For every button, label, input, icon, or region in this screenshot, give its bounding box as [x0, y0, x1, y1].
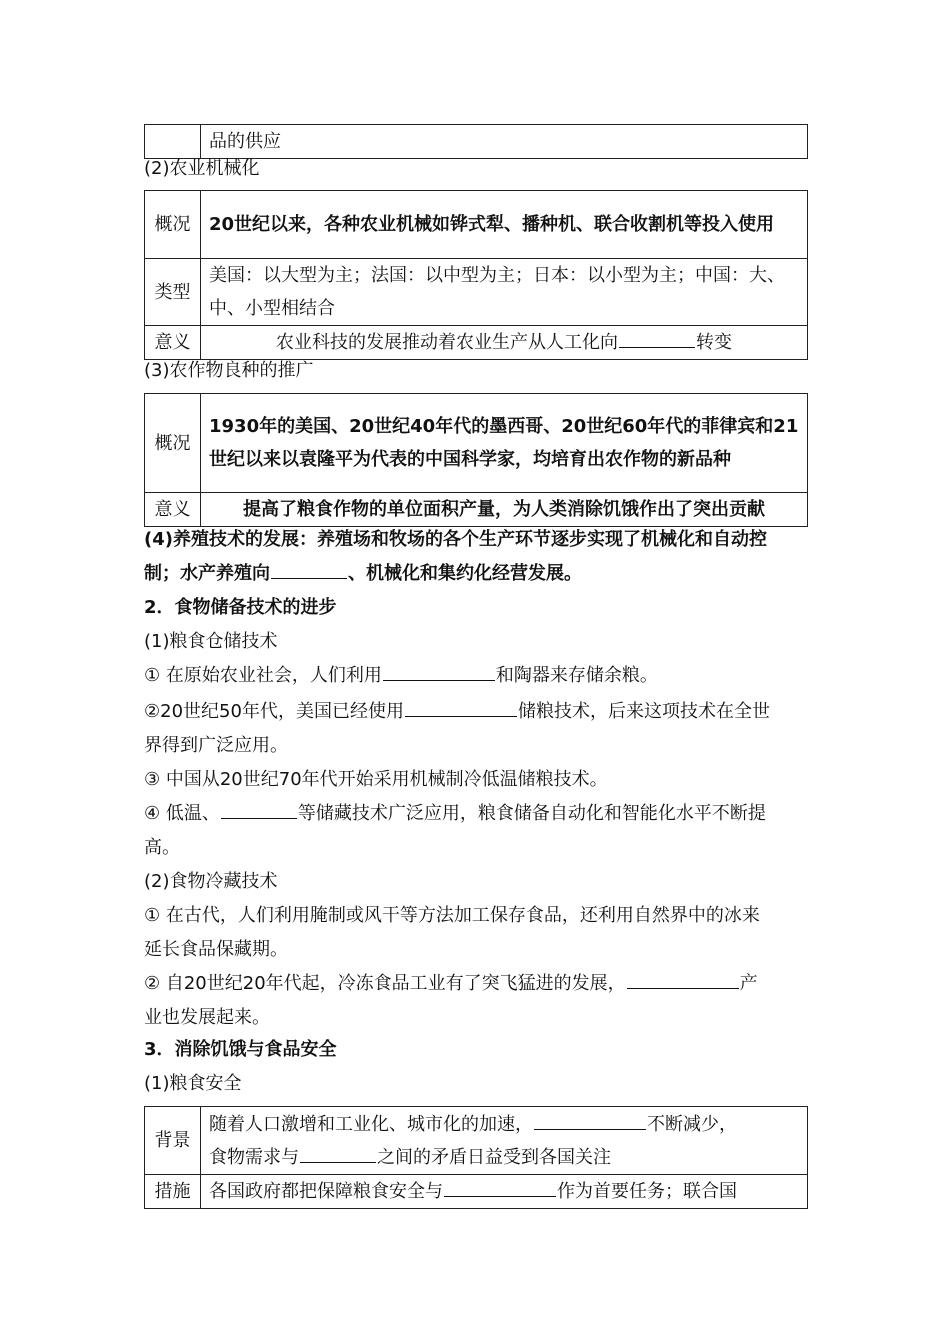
- grain-item-4-pre: ④ 低温、: [144, 803, 220, 824]
- cold-item-2-line2: 业也发展起来。: [144, 1007, 270, 1028]
- measures-post: 作为首要任务；联合国: [557, 1181, 737, 1202]
- cold-storage-heading: (2)食物冷藏技术: [144, 871, 278, 892]
- measures-pre: 各国政府都把保障粮食安全与: [209, 1181, 443, 1202]
- fill-blank: [619, 329, 695, 348]
- grain-item-1-pre: ① 在原始农业社会，人们利用: [144, 665, 382, 686]
- cold-item-2-post: 产: [739, 973, 758, 994]
- background-cell: [201, 1107, 808, 1175]
- grain-storage-heading: (1)粮食仓储技术: [144, 631, 278, 652]
- fill-blank: [300, 1144, 376, 1163]
- background-line2-post: 之间的矛盾日益受到各国关注: [377, 1146, 611, 1168]
- cold-item-1-line2: 延长食品保藏期。: [144, 939, 288, 960]
- breeding-line2-post: 、机械化和集约化经营发展。: [348, 563, 582, 584]
- fill-blank: [271, 560, 347, 579]
- overview-label: 概况: [145, 191, 201, 259]
- grain-item-2: [144, 695, 808, 763]
- type-label: 类型: [145, 259, 201, 326]
- significance-text-post: 转变: [696, 332, 732, 353]
- food-safety-table: [144, 1106, 808, 1209]
- cold-item-1: [144, 899, 808, 967]
- significance-text-pre: 农业科技的发展推动着农业生产从人工化向: [276, 332, 618, 353]
- grain-item-1-post: 和陶器来存储余粮。: [495, 665, 658, 686]
- grain-item-4-line2: 高。: [144, 837, 180, 858]
- type-text: 美国：以大型为主；法国：以中型为主；日本：以小型为主；中国：大、中、小型相结合: [201, 259, 808, 326]
- seed-overview-label: 概况: [145, 394, 201, 493]
- seed-significance-label: 意义: [145, 493, 201, 527]
- fill-blank: [444, 1178, 556, 1197]
- fill-blank: [383, 662, 495, 681]
- section-3-title: 3．消除饥饿与食品安全: [144, 1039, 337, 1060]
- breeding-line2-pre: 制；水产养殖向: [144, 563, 270, 584]
- supply-cell: 品的供应: [201, 125, 808, 159]
- cold-item-2-pre: ② 自20世纪20年代起，冷冻食品工业有了突飞猛进的发展，: [144, 973, 626, 994]
- breeding-paragraph: [144, 523, 808, 591]
- grain-item-2-pre: ②20世纪50年代，美国已经使用: [144, 701, 404, 722]
- fill-blank: [221, 800, 297, 819]
- grain-item-3: ③ 中国从20世纪70年代开始采用机械制冷低温储粮技术。: [144, 769, 608, 790]
- seed-overview-text: 1930年的美国、20世纪40年代的墨西哥、20世纪60年代的菲律宾和21世纪以来以袁隆平为代表的中国科学家，均培育出农作物的新品种: [201, 394, 808, 493]
- mechanization-table: [144, 190, 808, 360]
- grain-item-1: [144, 659, 808, 693]
- grain-item-2-line2: 界得到广泛应用。: [144, 735, 288, 756]
- background-label: 背景: [145, 1107, 201, 1175]
- background-line1-post: 不断减少，: [647, 1113, 737, 1135]
- seed-significance-text: 提高了粮食作物的单位面积产量，为人类消除饥饿作出了突出贡献: [201, 493, 808, 527]
- fill-blank: [534, 1111, 646, 1130]
- significance-label: 意义: [145, 326, 201, 360]
- cold-item-1-line1: ① 在古代，人们利用腌制或风干等方法加工保存食品，还利用自然界中的冰来: [144, 905, 760, 926]
- grain-item-4: [144, 797, 808, 865]
- measures-cell: [201, 1175, 808, 1209]
- grain-item-2-post: 储粮技术，后来这项技术在全世: [517, 701, 770, 722]
- seed-table: [144, 393, 808, 527]
- fill-blank: [405, 698, 517, 717]
- cold-item-2: [144, 967, 808, 1035]
- mechanization-heading: (2)农业机械化: [144, 158, 260, 179]
- breeding-line1: (4)养殖技术的发展：养殖场和牧场的各个生产环节逐步实现了机械化和自动控: [144, 529, 767, 550]
- food-safety-heading: (1)粮食安全: [144, 1073, 242, 1094]
- seed-heading: (3)农作物良种的推广: [144, 360, 314, 381]
- fill-blank: [627, 970, 739, 989]
- background-line1-pre: 随着人口激增和工业化、城市化的加速，: [209, 1113, 533, 1135]
- measures-label: 措施: [145, 1175, 201, 1209]
- grain-item-4-post: 等储藏技术广泛应用，粮食储备自动化和智能化水平不断提: [297, 803, 766, 824]
- overview-text: 20世纪以来，各种农业机械如铧式犁、播种机、联合收割机等投入使用: [201, 191, 808, 259]
- section-2-title: 2．食物储备技术的进步: [144, 597, 337, 618]
- background-line2-pre: 食物需求与: [209, 1146, 299, 1168]
